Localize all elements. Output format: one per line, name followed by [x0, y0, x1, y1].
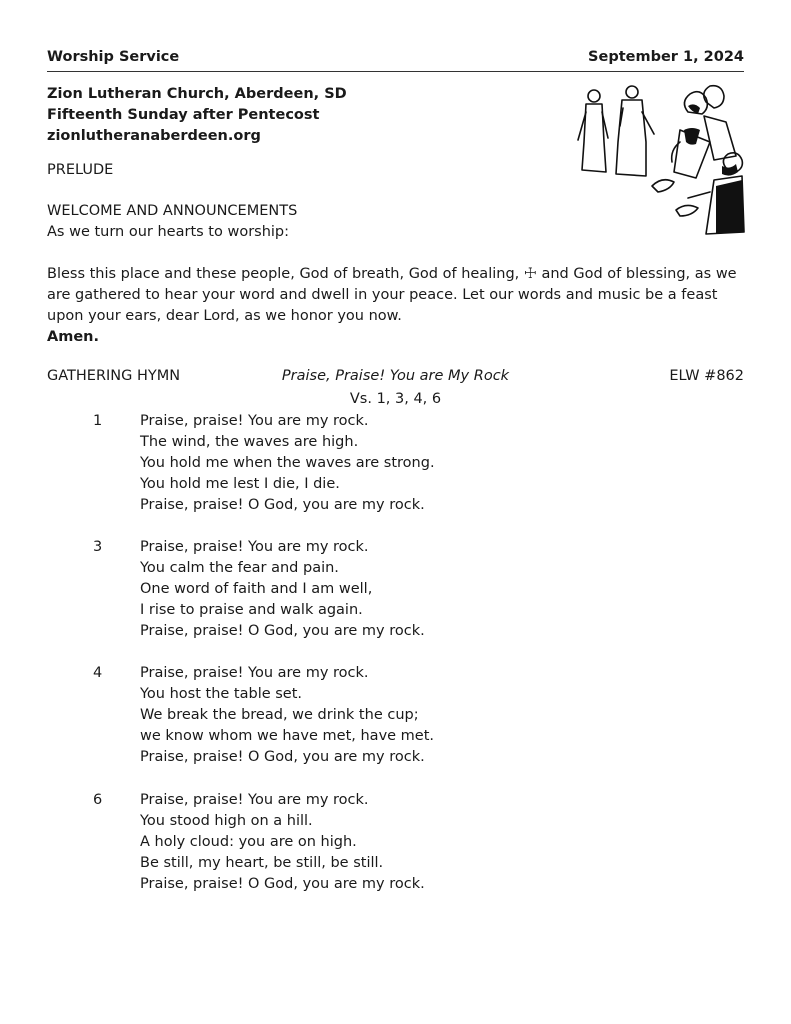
verse-line: You hold me lest I die, I die. [140, 476, 340, 492]
hymn-verses-note: Vs. 1, 3, 4, 6 [349, 391, 442, 407]
prayer-line: are gathered to hear your word and dwell in your peace. Let our words and music be a feast [47, 287, 718, 303]
verse-line: Praise, praise! O God, you are my rock. [140, 876, 425, 892]
verse-line: I rise to praise and walk again. [140, 602, 363, 618]
opening-prayer [47, 264, 747, 348]
verse-line: Praise, praise! You are my rock. [140, 413, 369, 429]
verse-number: 6 [93, 792, 103, 808]
verse-line: We break the bread, we drink the cup; [140, 707, 419, 723]
hymn-number: ELW #862 [669, 368, 744, 384]
prayer-line: upon your ears, dear Lord, as we honor you now. [47, 308, 402, 324]
verse-number: 3 [93, 539, 103, 555]
church-website: zionlutheranaberdeen.org [47, 128, 261, 144]
prelude-heading: PRELUDE [47, 162, 114, 178]
page-header [47, 49, 744, 72]
verse-line: You calm the fear and pain. [140, 560, 339, 576]
welcome-intro: As we turn our hearts to worship: [47, 224, 290, 240]
verse-line: Be still, my heart, be still, be still. [140, 855, 384, 871]
verse-line: Praise, praise! You are my rock. [140, 665, 369, 681]
verse-line: Praise, praise! You are my rock. [140, 792, 369, 808]
verse-line: You host the table set. [140, 686, 303, 702]
verse-line: You hold me when the waves are strong. [140, 455, 435, 471]
prayer-line: Bless this place and these people, God of breath, God of healing, ☩ and God of blessing, as we [47, 266, 737, 282]
hymn-title: Praise, Praise! You are My Rock [281, 368, 510, 384]
verse-line: Praise, praise! O God, you are my rock. [140, 497, 425, 513]
verse-line: You stood high on a hill. [140, 813, 313, 829]
verse-number: 4 [93, 665, 103, 681]
verse-line: The wind, the waves are high. [140, 434, 359, 450]
welcome-heading: WELCOME AND ANNOUNCEMENTS [47, 203, 298, 219]
church-info [47, 84, 347, 147]
service-date: September 1, 2024 [588, 49, 744, 65]
disciples-illustration [576, 82, 746, 237]
verse-line: Praise, praise! O God, you are my rock. [140, 623, 425, 639]
service-title: Worship Service [47, 49, 180, 65]
verse-line: One word of faith and I am well, [140, 581, 373, 597]
church-name: Zion Lutheran Church, Aberdeen, SD [47, 86, 347, 102]
amen: Amen. [47, 329, 99, 345]
verse-line: Praise, praise! O God, you are my rock. [140, 749, 425, 765]
verse-number: 1 [93, 413, 103, 429]
welcome-section [47, 201, 297, 243]
sunday-name: Fifteenth Sunday after Pentecost [47, 107, 320, 123]
verse-line: we know whom we have met, have met. [140, 728, 435, 744]
verse-line: Praise, praise! You are my rock. [140, 539, 369, 555]
verse-line: A holy cloud: you are on high. [140, 834, 357, 850]
hymn-label: GATHERING HYMN [47, 368, 181, 384]
gathering-hymn-row [47, 368, 744, 390]
